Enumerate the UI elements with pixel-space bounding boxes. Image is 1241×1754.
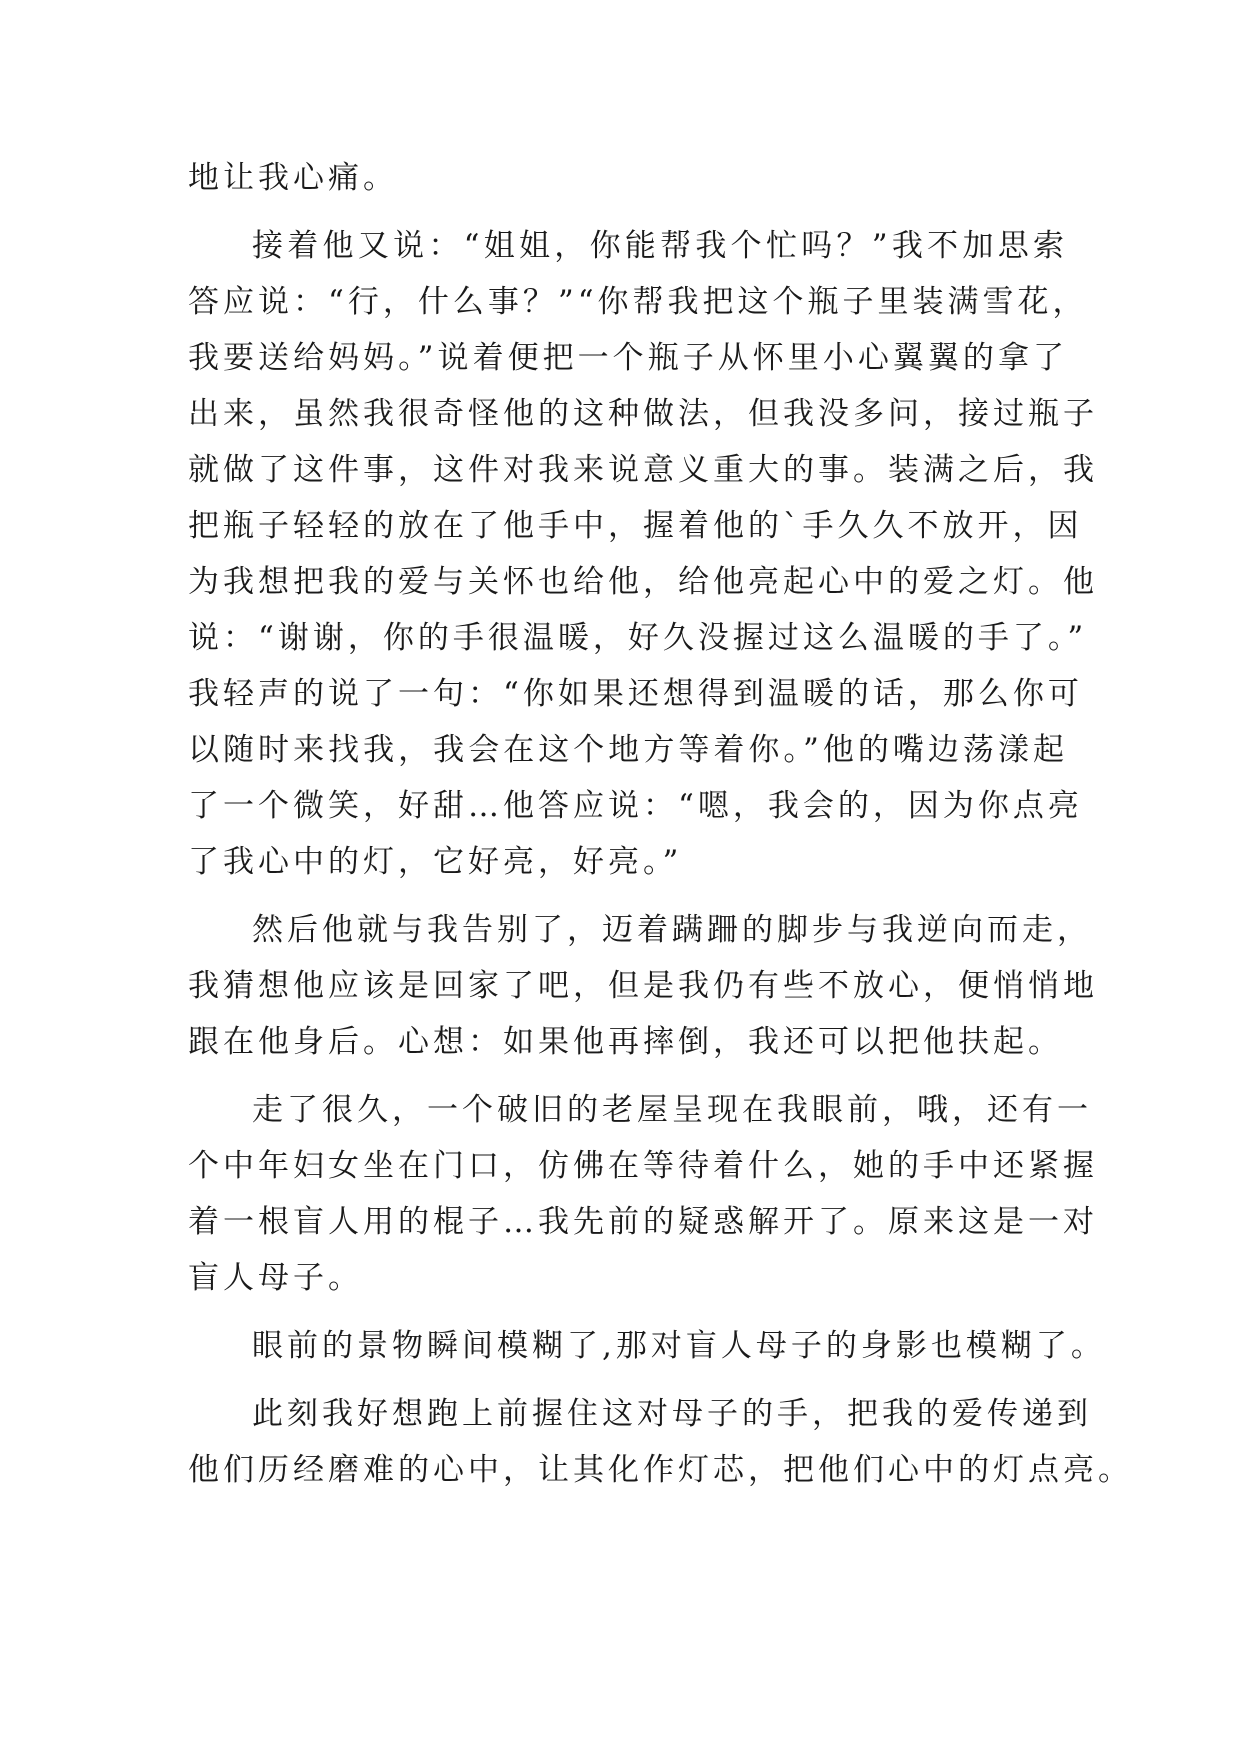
paragraph [188, 902, 1098, 1070]
text-line: 就做了这件事，这件对我来说意义重大的事。装满之后，我 [188, 452, 1098, 488]
text-line: 把瓶子轻轻的放在了他手中，握着他的`手久久不放开，因 [188, 508, 1083, 544]
text-line: 眼前的景物瞬间模糊了,那对盲人母子的身影也模糊了。 [252, 1328, 1106, 1364]
text-line: 为我想把我的爱与关怀也给他，给他亮起心中的爱之灯。他 [188, 564, 1098, 600]
text-line: 地让我心痛。 [188, 160, 398, 196]
document-body [188, 150, 1133, 1498]
text-line: 我猜想他应该是回家了吧，但是我仍有些不放心，便悄悄地 [188, 968, 1098, 1004]
text-line: 他们历经磨难的心中，让其化作灯芯，把他们心中的灯点亮。 [188, 1452, 1133, 1488]
paragraph [188, 1318, 1106, 1374]
text-line: 以随时来找我，我会在这个地方等着你。”他的嘴边荡漾起 [188, 732, 1068, 768]
text-line: 答应说：“行，什么事？”“你帮我把这个瓶子里装满雪花， [188, 284, 1088, 320]
text-line: 个中年妇女坐在门口，仿佛在等待着什么，她的手中还紧握 [188, 1148, 1098, 1184]
text-line: 我轻声的说了一句：“你如果还想得到温暖的话，那么你可 [188, 676, 1083, 712]
text-line: 说：“谢谢，你的手很温暖，好久没握过这么温暖的手了。” [188, 620, 1088, 656]
text-line: 了一个微笑，好甜…他答应说：“嗯，我会的，因为你点亮 [188, 788, 1083, 824]
text-line: 盲人母子。 [188, 1260, 363, 1296]
text-line: 跟在他身后。心想：如果他再摔倒，我还可以把他扶起。 [188, 1024, 1063, 1060]
text-line: 出来，虽然我很奇怪他的这种做法，但我没多问，接过瓶子 [188, 396, 1098, 432]
text-line: 了我心中的灯，它好亮，好亮。” [188, 844, 683, 880]
text-line: 然后他就与我告别了，迈着蹒跚的脚步与我逆向而走， [252, 912, 1092, 948]
text-line: 着一根盲人用的棍子…我先前的疑惑解开了。原来这是一对 [188, 1204, 1098, 1240]
paragraph [188, 1082, 1098, 1306]
paragraph [188, 150, 1068, 206]
paragraph [188, 218, 1098, 890]
text-line: 走了很久，一个破旧的老屋呈现在我眼前，哦，还有一 [252, 1092, 1092, 1128]
text-line: 我要送给妈妈。”说着便把一个瓶子从怀里小心翼翼的拿了 [188, 340, 1068, 376]
text-line: 接着他又说：“姐姐，你能帮我个忙吗？”我不加思索 [252, 228, 1068, 264]
text-line: 此刻我好想跑上前握住这对母子的手，把我的爱传递到 [252, 1396, 1092, 1432]
paragraph [188, 1386, 1133, 1498]
